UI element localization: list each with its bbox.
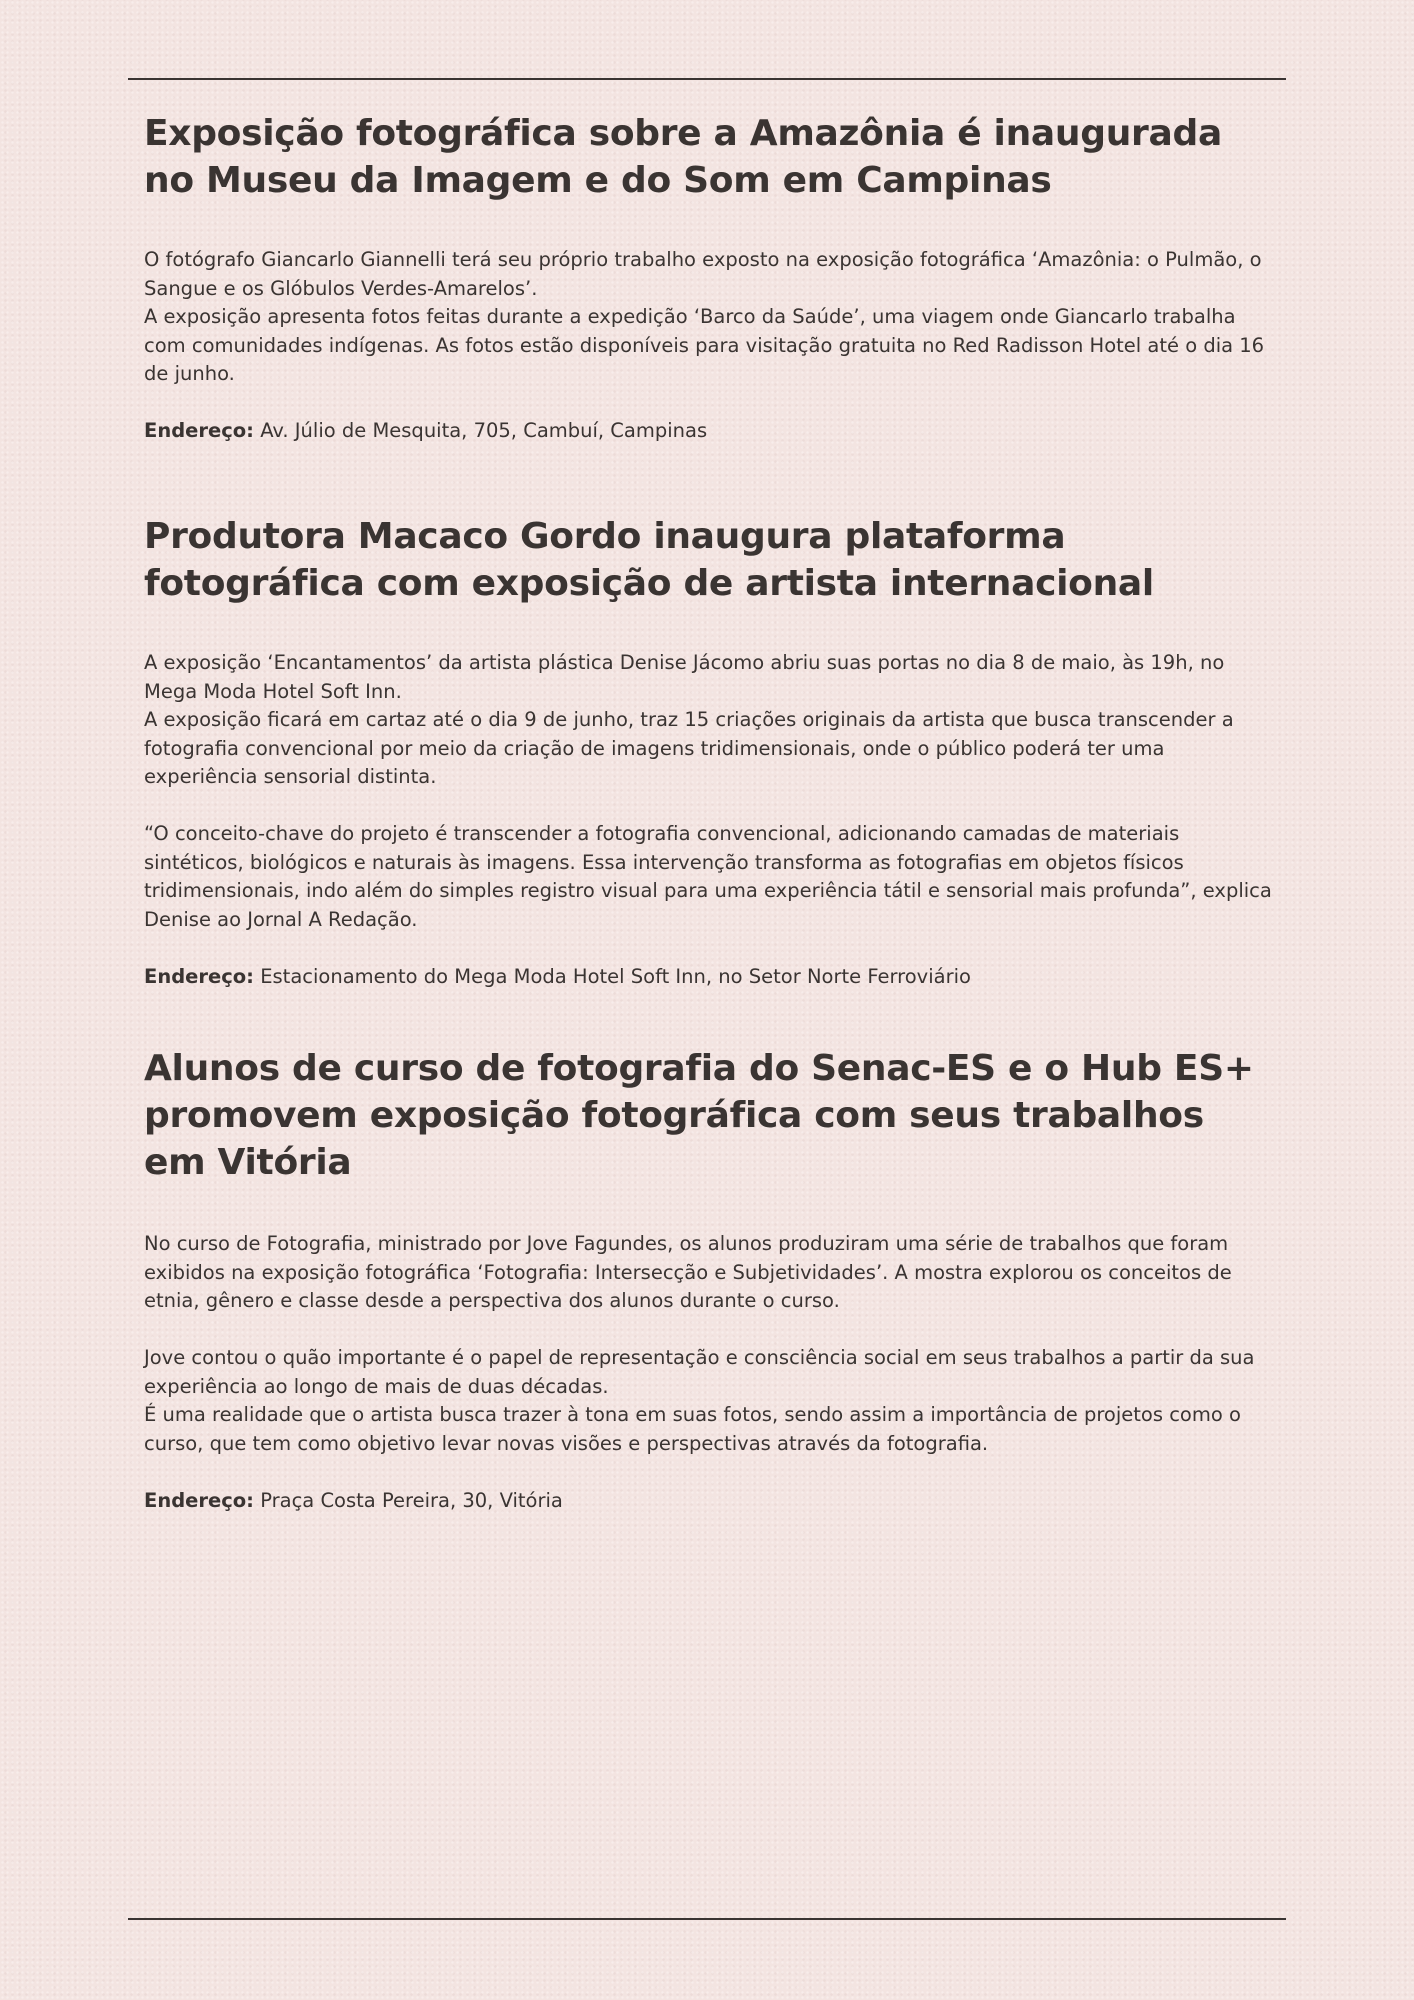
article-macaco-gordo — [144, 513, 1274, 991]
article-paragraph: A exposição ficará em cartaz até o dia 9 de junho, traz 15 criações originais da artista que busca transcender a fotografia convencional por meio da criação de imagens tridimensionais, onde o público poderá ter uma experiência sensorial distinta. — [144, 708, 1234, 788]
top-divider — [128, 78, 1286, 80]
article-headline: Alunos de curso de fotografia do Senac-ES e o Hub ES+ promovem exposição fotográfica com seus trabalhos em Vitória — [144, 1048, 1254, 1183]
article-paragraph: O fotógrafo Giancarlo Giannelli terá seu próprio trabalho exposto na exposição fotográfica ‘Amazônia: o Pulmão, o Sangue e os Glóbulos Verdes-Amarelos’. — [144, 248, 1262, 300]
article-headline: Produtora Macaco Gordo inaugura plataforma fotográfica com exposição de artista internacional — [144, 516, 1154, 604]
article-body — [144, 649, 1274, 991]
article-amazonia — [144, 110, 1274, 446]
article-headline: Exposição fotográfica sobre a Amazônia é inaugurada no Museu da Imagem e do Som em Campinas — [144, 113, 1222, 201]
address-label: Endereço: — [144, 1488, 254, 1512]
address-value: Praça Costa Pereira, 30, Vitória — [260, 1488, 563, 1512]
address-label: Endereço: — [144, 419, 254, 442]
bottom-divider — [128, 1918, 1286, 1920]
article-address — [144, 1487, 1274, 1516]
article-senac-es — [144, 1045, 1274, 1515]
article-paragraph: É uma realidade que o artista busca trazer à tona em suas fotos, sendo assim a importância de projetos como o curso, que tem como objetivo levar novas visões e perspectivas através da fotografia. — [144, 1403, 1241, 1455]
article-quote: “O conceito-chave do projeto é transcender a fotografia convencional, adicionando camadas de materiais sintéticos, biológicos e naturais às imagens. Essa intervenção transforma as fotografias em objetos físicos tridimensionais, indo além do simples registro visual para uma experiência tátil e sensorial mais profunda”, explica Denise ao Jornal A Redação. — [144, 822, 1272, 931]
article-paragraph: A exposição apresenta fotos feitas durante a expedição ‘Barco da Saúde’, uma viagem onde Giancarlo trabalha com comunidades indígenas. As fotos estão disponíveis para visitação gratuita no Red Radisson Hotel até o dia 16 de junho. — [144, 305, 1265, 385]
address-value: Estacionamento do Mega Moda Hotel Soft Inn, no Setor Norte Ferroviário — [260, 964, 971, 988]
article-address — [144, 417, 1274, 446]
article-address — [144, 963, 1274, 992]
address-value: Av. Júlio de Mesquita, 705, Cambuí, Campinas — [260, 419, 708, 442]
article-paragraph: Jove contou o quão importante é o papel de representação e consciência social em seus trabalhos a partir da sua experiência ao longo de mais de duas décadas. — [144, 1346, 1255, 1398]
article-paragraph: No curso de Fotografia, ministrado por Jove Fagundes, os alunos produziram uma série de trabalhos que foram exibidos na exposição fotográfica ‘Fotografia: Intersecção e Subjetividades’. A mostra explorou os conceitos de etnia, gênero e classe desde a perspectiva dos alunos durante o curso. — [144, 1232, 1232, 1312]
article-paragraph: A exposição ‘Encantamentos’ da artista plástica Denise Jácomo abriu suas portas no dia 8 de maio, às 19h, no Mega Moda Hotel Soft Inn. — [144, 651, 1225, 703]
article-body — [144, 246, 1274, 446]
article-body — [144, 1230, 1274, 1515]
address-label: Endereço: — [144, 964, 254, 988]
